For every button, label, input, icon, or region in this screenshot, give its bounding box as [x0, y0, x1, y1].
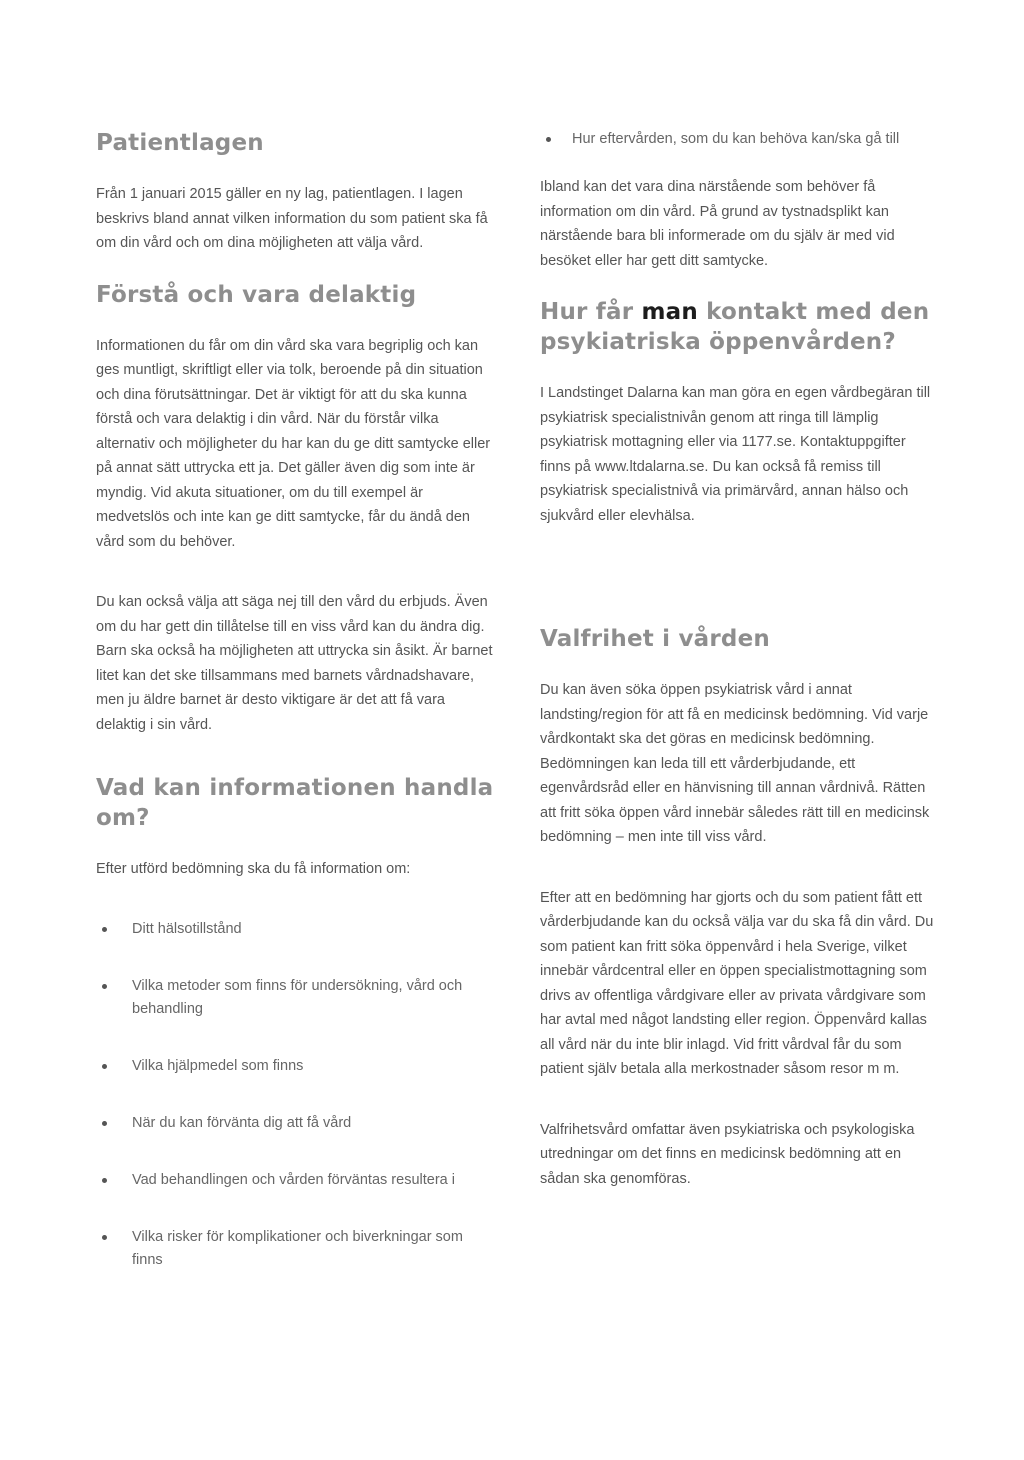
bullet-icon: [102, 1178, 107, 1183]
bullet-icon: [102, 984, 107, 989]
paragraph-valfrihet-1: Du kan även söka öppen psykiatrisk vård i annat landsting/region för att få en medicinsk bedömning. Vid varje vårdkontakt ska det göras en medicinsk bedömning. Bedömningen kan leda till ett vårderbjudande, ett egenvårdsråd eller en hänvisning till annan vårdnivå. Rätten att fritt söka öppen vård innebär således rätt till en medicinsk bedömning – men inte till viss vård.: [540, 682, 930, 845]
left-column: [96, 128, 496, 1272]
heading-vad-kan-informationen: Vad kan informationen handla om?: [96, 775, 494, 831]
list-item: Ditt hälsotillstånd: [96, 918, 496, 941]
list-item: När du kan förvänta dig att få vård: [96, 1112, 496, 1135]
right-column: [540, 128, 940, 1191]
heading-forsta-och-vara-delaktig: Förstå och vara delaktig: [96, 281, 417, 308]
bullet-icon: [102, 927, 107, 932]
information-list: [96, 918, 496, 1272]
paragraph-efter-bedomning: Efter utförd bedömning ska du få information om:: [96, 861, 411, 877]
paragraph-valfrihet-3: Valfrihetsvård omfattar även psykiatriska och psykologiska utredningar om det finns en medicinsk bedömning att en sådan ska genomföras.: [540, 1121, 915, 1187]
bullet-icon: [102, 1121, 107, 1126]
paragraph-patientlagen: Från 1 januari 2015 gäller en ny lag, patientlagen. I lagen beskrivs bland annat vilken information du som patient ska få om din vård och om dina möjligheten att välja vård.: [96, 186, 488, 251]
bullet-icon: [102, 1235, 107, 1240]
bullet-icon: [102, 1064, 107, 1069]
eftervard-list: [540, 128, 940, 151]
paragraph-ibland: Ibland kan det vara dina närstående som behöver få information om din vård. På grund av tystnadsplikt kan närstående bara bli informerade om du själv är med vid besöket eller har gett ditt samtycke.: [540, 179, 895, 269]
heading-patientlagen: Patientlagen: [96, 130, 264, 156]
paragraph-saga-nej: Du kan också välja att säga nej till den vård du erbjuds. Även om du har gett din tillåtelse till en viss vård kan du ändra dig. Barn ska också ha möjligheten att uttrycka sin åsikt. Är barnet litet kan det ske tillsammans med barnets vårdnadshavare, men ju äldre barnet är desto viktigare är det att få vara delaktig i sin vård.: [96, 594, 493, 733]
heading-kontakt-oppenvarden: Hur får man kontakt med den psykiatriska öppenvården?: [540, 299, 930, 355]
bullet-icon: [546, 137, 551, 142]
list-item: Vad behandlingen och vården förväntas resultera i: [96, 1169, 496, 1192]
list-item: Hur eftervården, som du kan behöva kan/ska gå till: [540, 128, 940, 151]
list-item: Vilka hjälpmedel som finns: [96, 1055, 496, 1078]
list-item: Vilka metoder som finns för undersökning, vård och behandling: [96, 975, 496, 1021]
paragraph-forsta: Informationen du får om din vård ska vara begriplig och kan ges muntligt, skriftligt eller via tolk, beroende på din situation och dina förutsättningar. Det är viktigt för att du ska kunna förstå och vara delaktig i din vård. När du förstår vilka alternativ och möjligheter du har kan du ge ditt samtycke eller på annat sätt uttrycka ett ja. Det gäller även dig som inte är myndig. Vid akuta situationer, om du till exempel är medvetslös och inte kan ge ditt samtycke, får du ändå den vård som du behöver.: [96, 337, 491, 550]
list-item: Vilka risker för komplikationer och biverkningar som finns: [96, 1226, 496, 1272]
paragraph-valfrihet-2: Efter att en bedömning har gjorts och du som patient fått ett vårderbjudande kan du också välja var du ska få din vård. Du som patient kan fritt söka öppenvård i hela Sverige, vilket innebär vårdcentral eller en öppen specialistmottagning som drivs av offentliga vårdgivare eller av privata vårdgivare som har avtal med något landsting eller region. Öppenvård kallas all vård när du inte blir inlagd. Vid fritt vårdval får du som patient själv betala alla merkostnader såsom resor m m.: [540, 889, 934, 1077]
heading-valfrihet-i-varden: Valfrihet i vården: [540, 626, 770, 652]
paragraph-kontakt: I Landstinget Dalarna kan man göra en egen vårdbegäran till psykiatrisk specialistnivån genom att ringa till lämplig psykiatrisk mottagning eller via 1177.se. Kontaktuppgifter finns på www.ltdalarna.se. Du kan också få remiss till psykiatrisk specialistnivå via primärvård, annan hälso och sjukvård eller elevhälsa.: [540, 385, 931, 524]
